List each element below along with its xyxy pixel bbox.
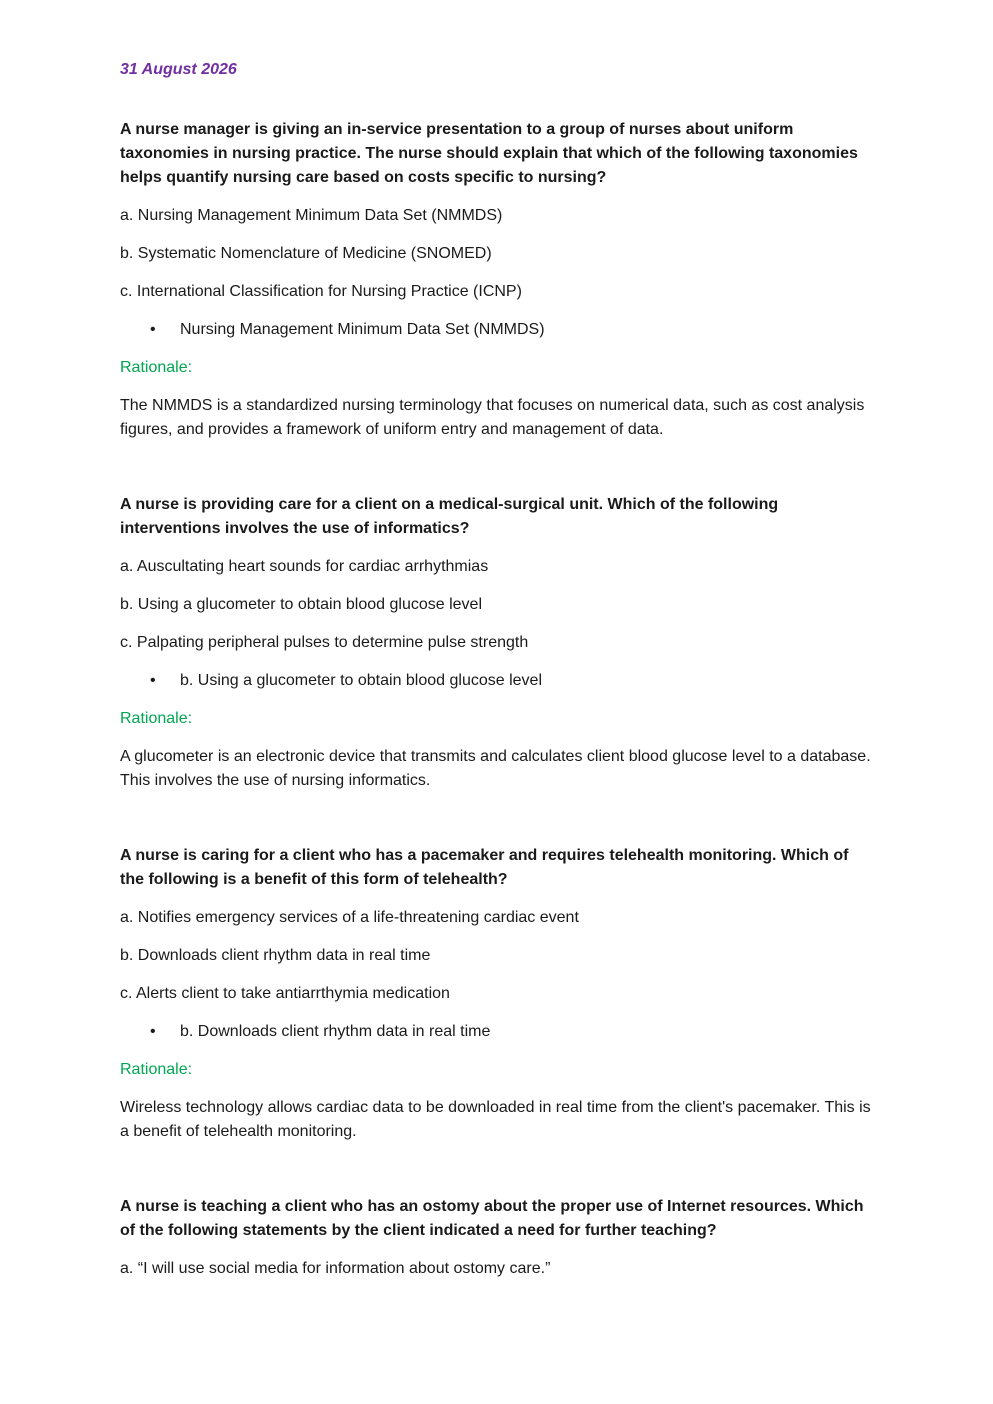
question-text: A nurse is providing care for a client on a medical-surgical unit. Which of the following interventions involves the use of informatics? — [120, 496, 779, 537]
option-c: c. International Classification for Nursing Practice (ICNP) — [120, 283, 522, 300]
answer-text: b. Downloads client rhythm data in real time — [180, 1023, 491, 1040]
question-block — [120, 844, 872, 1144]
question-text: A nurse is caring for a client who has a pacemaker and requires telehealth monitoring. Which of the following is a benefit of this form of telehealth? — [120, 847, 849, 888]
bullet-icon: • — [150, 321, 156, 338]
question-block — [120, 118, 872, 442]
rationale-label: Rationale: — [120, 1061, 193, 1078]
option-a: a. Notifies emergency services of a life-threatening cardiac event — [120, 909, 579, 926]
option-b: b. Using a glucometer to obtain blood glucose level — [120, 596, 482, 613]
question-block — [120, 493, 872, 793]
question-block — [120, 1195, 872, 1281]
option-a: a. Auscultating heart sounds for cardiac arrhythmias — [120, 558, 489, 575]
bullet-icon: • — [150, 1023, 156, 1040]
document-date: 31 August 2026 — [120, 61, 237, 78]
answer-text: b. Using a glucometer to obtain blood glucose level — [180, 672, 542, 689]
option-b: b. Systematic Nomenclature of Medicine (SNOMED) — [120, 245, 492, 262]
document-content — [120, 58, 872, 1295]
option-a: a. “I will use social media for information about ostomy care.” — [120, 1260, 551, 1277]
option-b: b. Downloads client rhythm data in real time — [120, 947, 431, 964]
rationale-text: The NMMDS is a standardized nursing terminology that focuses on numerical data, such as cost analysis figures, and provides a framework of uniform entry and management of data. — [120, 397, 865, 438]
rationale-label: Rationale: — [120, 710, 193, 727]
rationale-label: Rationale: — [120, 359, 193, 376]
option-c: c. Palpating peripheral pulses to determine pulse strength — [120, 634, 529, 651]
rationale-text: Wireless technology allows cardiac data to be downloaded in real time from the client's pacemaker. This is a benefit of telehealth monitoring. — [120, 1099, 871, 1140]
answer-item — [120, 669, 872, 693]
answer-item — [120, 318, 872, 342]
question-text: A nurse manager is giving an in-service presentation to a group of nurses about uniform taxonomies in nursing practice. The nurse should explain that which of the following taxonomies helps quantify nursing care based on costs specific to nursing? — [120, 121, 858, 186]
rationale-text: A glucometer is an electronic device that transmits and calculates client blood glucose level to a database. This involves the use of nursing informatics. — [120, 748, 871, 789]
answer-text: Nursing Management Minimum Data Set (NMMDS) — [180, 321, 545, 338]
bullet-icon: • — [150, 672, 156, 689]
option-c: c. Alerts client to take antiarrthymia medication — [120, 985, 450, 1002]
question-text: A nurse is teaching a client who has an ostomy about the proper use of Internet resources. Which of the following statements by the client indicated a need for further teaching? — [120, 1198, 864, 1239]
answer-item — [120, 1020, 872, 1044]
option-a: a. Nursing Management Minimum Data Set (NMMDS) — [120, 207, 503, 224]
